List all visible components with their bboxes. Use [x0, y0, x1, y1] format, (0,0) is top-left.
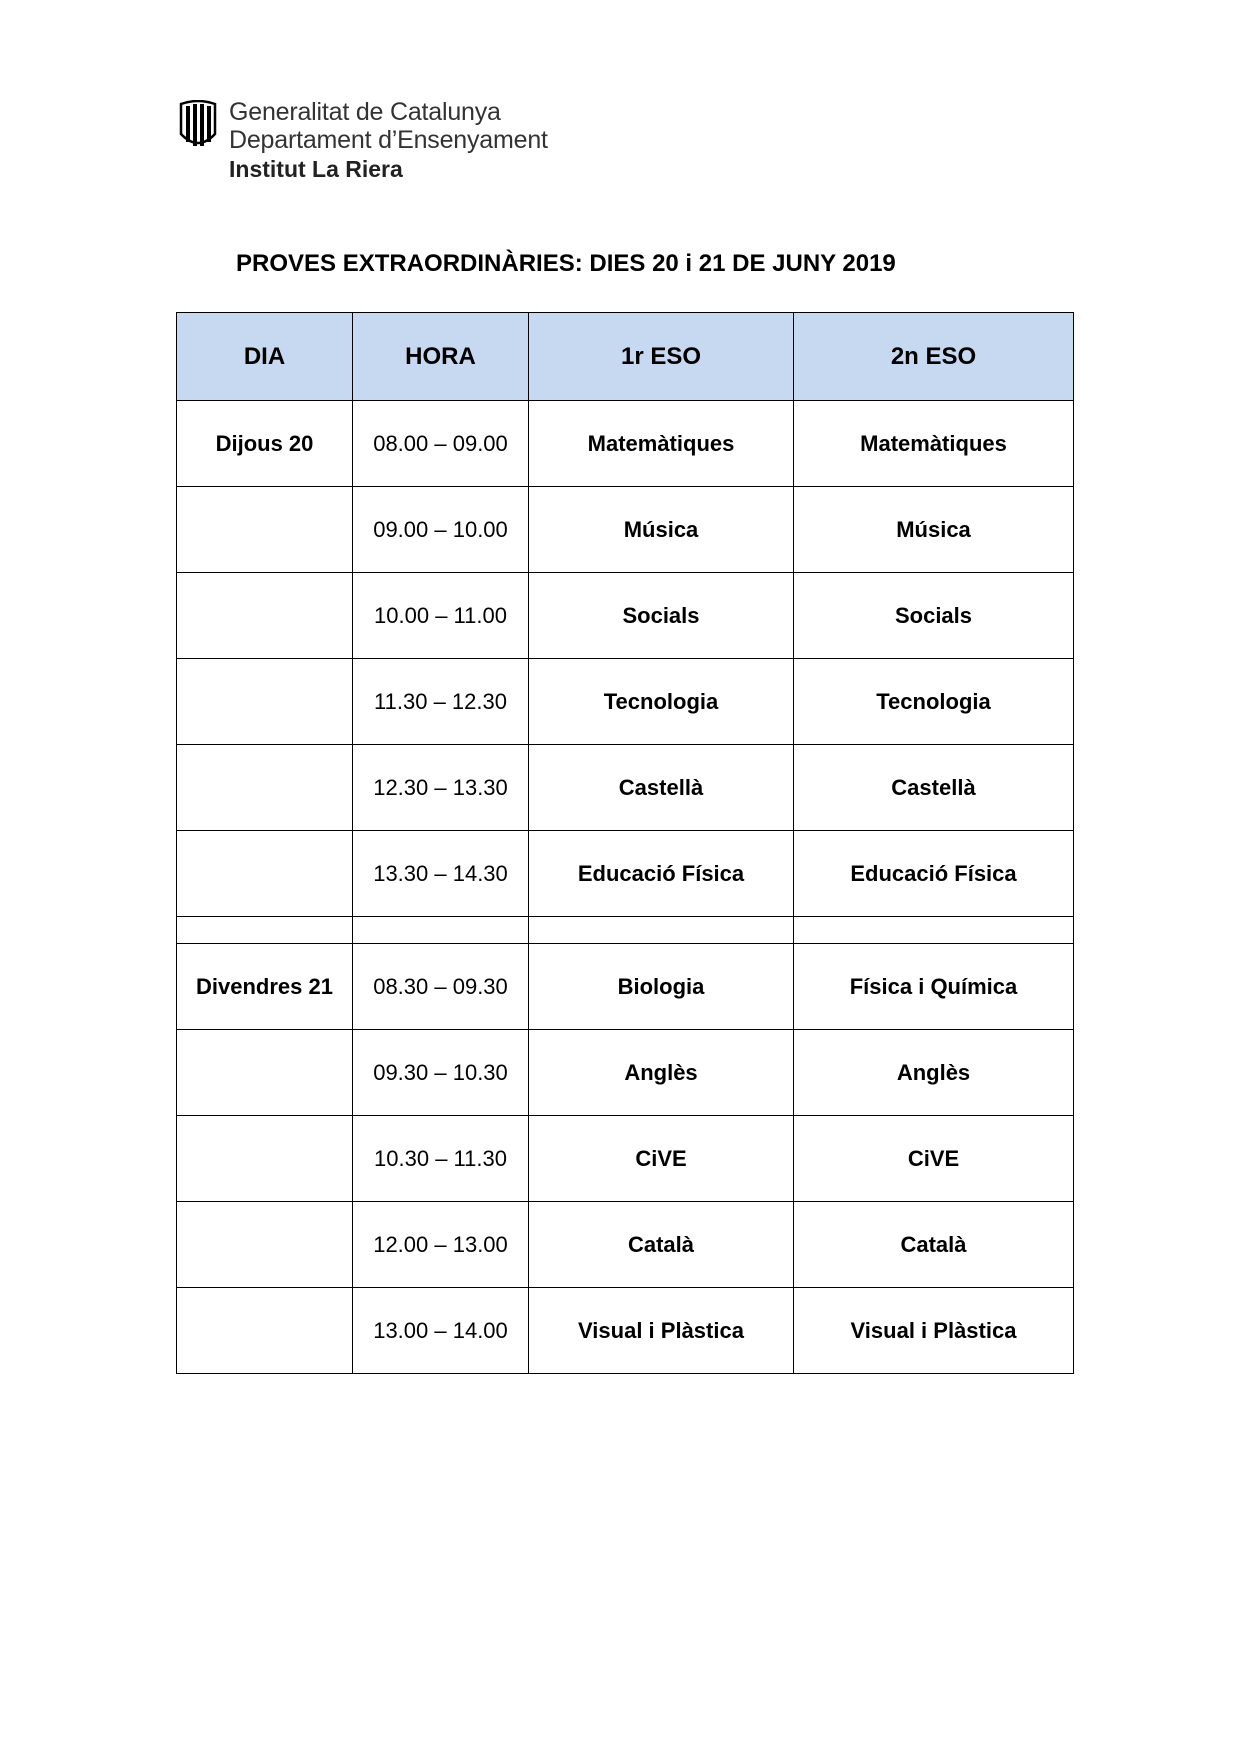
cell-2n-eso: Català: [794, 1202, 1074, 1288]
cell-1r-eso: Educació Física: [529, 831, 794, 917]
cell-1r-eso: Matemàtiques: [529, 401, 794, 487]
cell-hour: 09.00 – 10.00: [353, 487, 529, 573]
cell-hour: 09.30 – 10.30: [353, 1030, 529, 1116]
cell-hour: 12.30 – 13.30: [353, 745, 529, 831]
cell-2n-eso: Música: [794, 487, 1074, 573]
cell-hour: 08.30 – 09.30: [353, 944, 529, 1030]
cell-day: [177, 1030, 353, 1116]
table-row: [177, 1202, 1074, 1288]
cell-day: [177, 1288, 353, 1374]
cell-hour: [353, 917, 529, 944]
cell-day: [177, 1116, 353, 1202]
cell-2n-eso: Matemàtiques: [794, 401, 1074, 487]
cell-day: [177, 831, 353, 917]
cell-day: [177, 487, 353, 573]
cell-day: [177, 1202, 353, 1288]
exam-schedule-table: [176, 312, 1074, 1374]
page-title: PROVES EXTRAORDINÀRIES: DIES 20 i 21 DE JUNY 2019: [236, 250, 896, 277]
cell-hour: 12.00 – 13.00: [353, 1202, 529, 1288]
table-row: [177, 573, 1074, 659]
cell-2n-eso: Educació Física: [794, 831, 1074, 917]
cell-1r-eso: CiVE: [529, 1116, 794, 1202]
letterhead-text: [229, 98, 548, 184]
cell-2n-eso: Castellà: [794, 745, 1074, 831]
table-row: [177, 487, 1074, 573]
cell-2n-eso: Socials: [794, 573, 1074, 659]
org-name: Generalitat de Catalunya: [229, 98, 501, 126]
cell-2n-eso: CiVE: [794, 1116, 1074, 1202]
cell-1r-eso: Tecnologia: [529, 659, 794, 745]
cell-1r-eso: Socials: [529, 573, 794, 659]
column-header-2n-eso: 2n ESO: [794, 313, 1074, 401]
table-spacer-row: [177, 917, 1074, 944]
cell-1r-eso: Visual i Plàstica: [529, 1288, 794, 1374]
cell-2n-eso: Tecnologia: [794, 659, 1074, 745]
cell-2n-eso: Anglès: [794, 1030, 1074, 1116]
cell-day: [177, 917, 353, 944]
cell-2n-eso: Visual i Plàstica: [794, 1288, 1074, 1374]
table-row: [177, 1116, 1074, 1202]
cell-day: Divendres 21: [177, 944, 353, 1030]
cell-hour: 13.30 – 14.30: [353, 831, 529, 917]
cell-1r-eso: Castellà: [529, 745, 794, 831]
cell-1r-eso: Música: [529, 487, 794, 573]
letterhead: [177, 98, 548, 184]
catalan-flag-stripes-icon: [177, 100, 219, 150]
table-row: [177, 659, 1074, 745]
department-name: Departament d’Ensenyament: [229, 126, 548, 154]
table-row: [177, 745, 1074, 831]
cell-1r-eso: Anglès: [529, 1030, 794, 1116]
column-header-day: DIA: [177, 313, 353, 401]
table-row: [177, 944, 1074, 1030]
cell-day: Dijous 20: [177, 401, 353, 487]
cell-hour: 08.00 – 09.00: [353, 401, 529, 487]
table-row: [177, 401, 1074, 487]
column-header-1r-eso: 1r ESO: [529, 313, 794, 401]
cell-hour: 10.30 – 11.30: [353, 1116, 529, 1202]
table-row: [177, 1030, 1074, 1116]
cell-1r-eso: Català: [529, 1202, 794, 1288]
table-row: [177, 831, 1074, 917]
table-header-row: [177, 313, 1074, 401]
school-name: Institut La Riera: [229, 156, 403, 182]
cell-day: [177, 745, 353, 831]
cell-1r-eso: Biologia: [529, 944, 794, 1030]
cell-day: [177, 659, 353, 745]
cell-day: [177, 573, 353, 659]
cell-hour: 10.00 – 11.00: [353, 573, 529, 659]
column-header-hour: HORA: [353, 313, 529, 401]
table-row: [177, 1288, 1074, 1374]
cell-1r-eso: [529, 917, 794, 944]
cell-hour: 13.00 – 14.00: [353, 1288, 529, 1374]
cell-hour: 11.30 – 12.30: [353, 659, 529, 745]
cell-2n-eso: [794, 917, 1074, 944]
cell-2n-eso: Física i Química: [794, 944, 1074, 1030]
